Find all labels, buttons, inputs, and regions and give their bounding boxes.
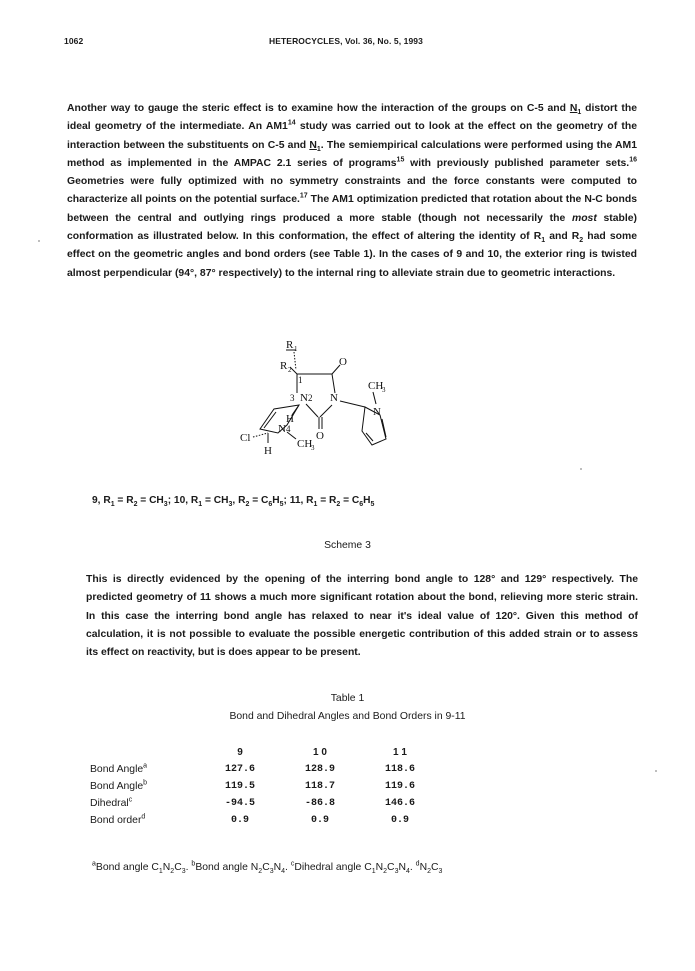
scheme-caption: Scheme 3 (324, 540, 371, 551)
data-table (90, 744, 440, 829)
svg-text:1: 1 (298, 375, 303, 385)
paragraph-2: This is directly evidenced by the opening of the interring bond angle to 128° and 129° respectively. The predicted geometry of 11 shows a much more significant rotation about the bond, relieving more steric strain. In this case the interring bond angle has relaxed to near it's ideal value of 120°. Given this method of calculation, it is not possible to evaluate the possible energetic contribution of this added strain or to assess its effect on reactivity, but is does appear to be present. (86, 574, 638, 659)
ch3-top-label: CH (368, 380, 384, 392)
h-bottom-label: H (264, 445, 272, 457)
table-footnote: $^a$Bond angle $C_1N_2C_3$. $^b$Bond angle $N_2C_3N_4$. $^c$Dihedral angle $C_1N_2C_3N_4$. $^dN_2C_3$ (92, 860, 443, 876)
table-row (90, 778, 440, 795)
svg-text:3: 3 (382, 386, 386, 394)
table-header-row (90, 744, 440, 761)
scheme-3-structure (240, 335, 460, 460)
column-header: 1 1 (393, 747, 407, 758)
table-row (90, 812, 440, 829)
n2-label: N (300, 392, 308, 404)
table-cell: 119.6 (384, 781, 415, 792)
o-bottom-label: O (316, 430, 324, 442)
n4-label: N (278, 423, 286, 435)
svg-text:2: 2 (288, 366, 292, 374)
o-top-label: O (339, 356, 347, 368)
row-label: Bond Angle$^b$ (90, 779, 148, 792)
table-subtitle: Bond and Dihedral Angles and Bond Orders in 9-11 (229, 711, 466, 722)
running-header: HETEROCYCLES, Vol. 36, No. 5, 1993 (269, 36, 423, 46)
compound-definitions: 9, $R_1 = R_2 = CH_3$; 10, $R_1 = CH_3$, $R_2 = C_6H_5$; 11, $R_1 = R_2 = C_6H_5$ (92, 495, 375, 509)
cl-label: Cl (240, 432, 251, 444)
svg-text:1: 1 (294, 345, 298, 353)
scan-speck (38, 240, 40, 242)
svg-text:3: 3 (290, 393, 295, 403)
n-pyrrole-label: N (373, 406, 381, 418)
table-cell: -94.5 (224, 798, 255, 809)
paragraph-1: Another way to gauge the steric effect is to examine how the interaction of the groups on C-5 and $N_1$ distort the ideal geometry of the intermediate. An $AM1^{14}$ study was carried out to look at the effect on the geometry of the interaction between the substituents on C-5 and $N_1$. The semiempirical calculations were performed using the AM1 method as implemented in the AMPAC 2.1 series of programs$^{15}$ with previously published parameter sets.$^{16}$ Geometries were fully optimized with no symmetry constraints and the force constants were computed to characterize all points on the potential surface.$^{17}$ The AM1 optimization predicted that rotation about the N-C bonds between the central and outlying rings produced a more stable (though not necessarily the most stable) conformation as illustrated below. In this conformation, the effect of altering the identity of $R_1$ and $R_2$ had some effect on the geometric angles and bond orders (see Table 1). In the cases of 9 and 10, the exterior ring is twisted almost perpendicular (94°, 87° respectively) to the internal ring to alleviate strain due to geometric interactions. (67, 103, 638, 279)
column-header: 9 (237, 747, 243, 758)
table-cell: 0.9 (310, 815, 329, 826)
table-cell: 0.9 (390, 815, 409, 826)
table-cell: 146.6 (384, 798, 415, 809)
table-cell: 119.5 (224, 781, 255, 792)
table-row (90, 795, 440, 812)
r1-label: R (286, 339, 294, 351)
row-label: Bond Angle$^a$ (90, 762, 148, 775)
row-label: Bond order$^d$ (90, 813, 146, 826)
table-cell: 0.9 (230, 815, 249, 826)
row-label: Dihedral$^c$ (90, 796, 133, 809)
n-ring-label: N (330, 392, 338, 404)
svg-text:4: 4 (286, 424, 291, 434)
column-header: 1 0 (313, 747, 327, 758)
table-cell: -86.8 (304, 798, 335, 809)
table-cell: 127.6 (224, 764, 255, 775)
ch3-bottom-label: CH (297, 438, 313, 450)
scan-speck (580, 468, 582, 470)
table-cell: 128.9 (304, 764, 335, 775)
svg-text:3: 3 (311, 444, 315, 452)
scan-speck (655, 770, 657, 772)
table-row (90, 761, 440, 778)
svg-text:2: 2 (308, 393, 313, 403)
r2-label: R (280, 360, 288, 372)
page-number: 1062 (64, 36, 84, 46)
h-mid-label: H (286, 413, 294, 425)
table-cell: 118.7 (304, 781, 335, 792)
table-cell: 118.6 (384, 764, 415, 775)
table-title: Table 1 (330, 693, 365, 704)
